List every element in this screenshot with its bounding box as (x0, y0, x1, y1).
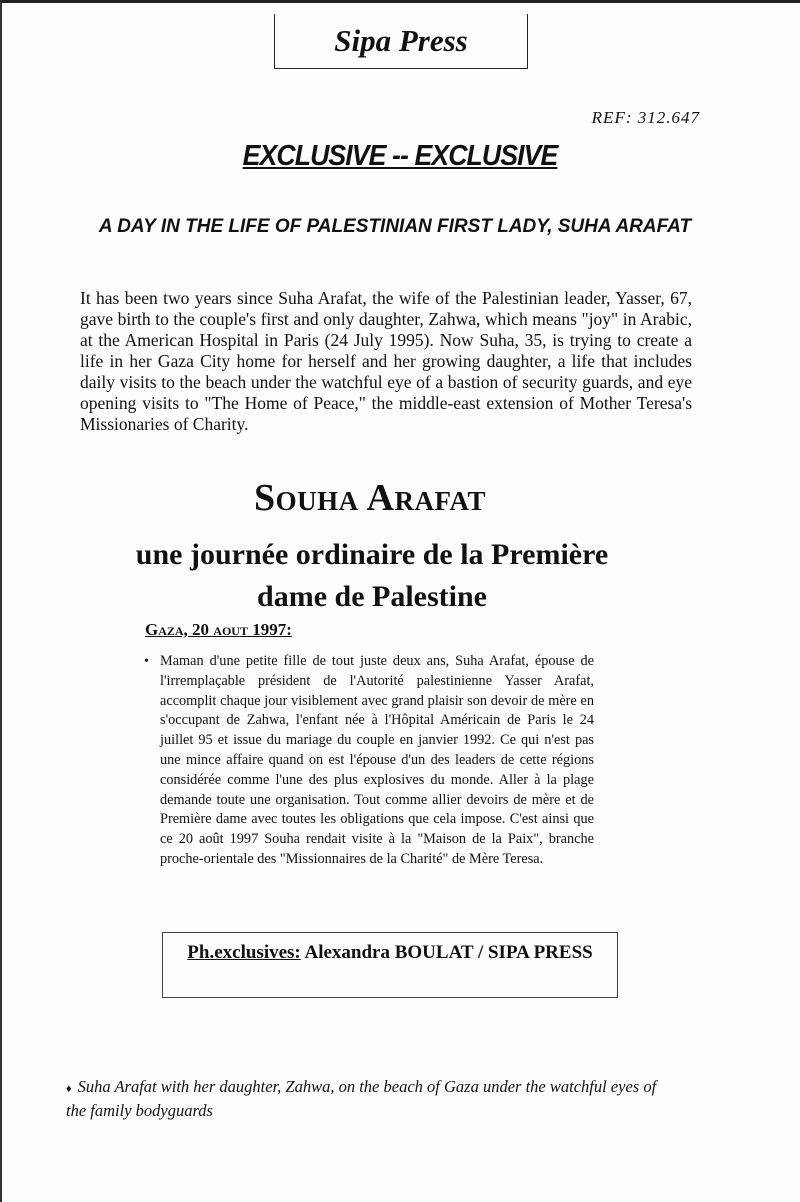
page-left-edge (0, 0, 2, 1202)
english-intro-paragraph: It has been two years since Suha Arafat, the wife of the Palestinian leader, Yasser, 67, gave birth to the couple's first and only daughter, Zahwa, which means "joy" in Arabic, at the American Hospital in Paris (24 July 1995). Now Suha, 35, is trying to create a life in her Gaza City home for herself and her growing daughter, a life that includes daily visits to the beach under the watchful eye of a bastion of security guards, and eye opening visits to "The Home of Peace," the middle-east extension of Mother Teresa's Missionaries of Charity. (80, 288, 692, 434)
photo-caption (66, 1076, 666, 1121)
photo-credit-box (162, 932, 618, 998)
dateline: Gaza, 20 aout 1997: (145, 620, 292, 639)
credit-photographer: Alexandra BOULAT / SIPA PRESS (304, 942, 593, 963)
page-top-edge (0, 0, 800, 3)
agency-header-box (274, 14, 528, 69)
french-body-text: Maman d'une petite fille de tout juste deux ans, Suha Arafat, épouse de l'irremplaçable président de l'Autorité palestinienne Yasser Arafat, accomplit chaque jour visiblement avec grand plaisir son devoir de mère en s'occupant de Zahwa, l'enfant née à l'Hôpital Américain de Paris le 24 juillet 95 et issue du mariage du couple en janvier 1992. Ce qui n'est pas une mince affaire quand on est l'épouse d'un des leaders de cette régions considérée comme l'une des plus explosives du monde. Aller à la plage demande toute une organisation. Tout comme allier devoirs de mère et de Première dame avec toutes les obligations que cela impose. C'est ainsi que ce 20 août 1997 Souha rendait visite à la "Maison de la Paix", branche proche-orientale des "Missionnaires de la Charité" de Mère Teresa. (160, 653, 594, 867)
diamond-bullet-icon: ♦ (66, 1083, 72, 1095)
credit-label: Ph.exclusives: (187, 942, 301, 963)
french-subtitle: une journée ordinaire de la Première dame de Palestine (135, 538, 609, 613)
english-headline: A DAY IN THE LIFE OF PALESTINIAN FIRST LADY, SUHA ARAFAT (98, 216, 692, 237)
bullet-icon: • (144, 654, 149, 669)
exclusive-banner: EXCLUSIVE -- EXCLUSIVE (242, 140, 558, 172)
agency-name: Sipa Press (334, 23, 468, 58)
french-title-name: Souha Arafat (254, 477, 486, 519)
caption-text: Suha Arafat with her daughter, Zahwa, on the beach of Gaza under the watchful eyes of the family bodyguards (66, 1077, 657, 1120)
reference-number: REF: 312.647 (591, 108, 700, 127)
french-body-block (144, 652, 594, 870)
